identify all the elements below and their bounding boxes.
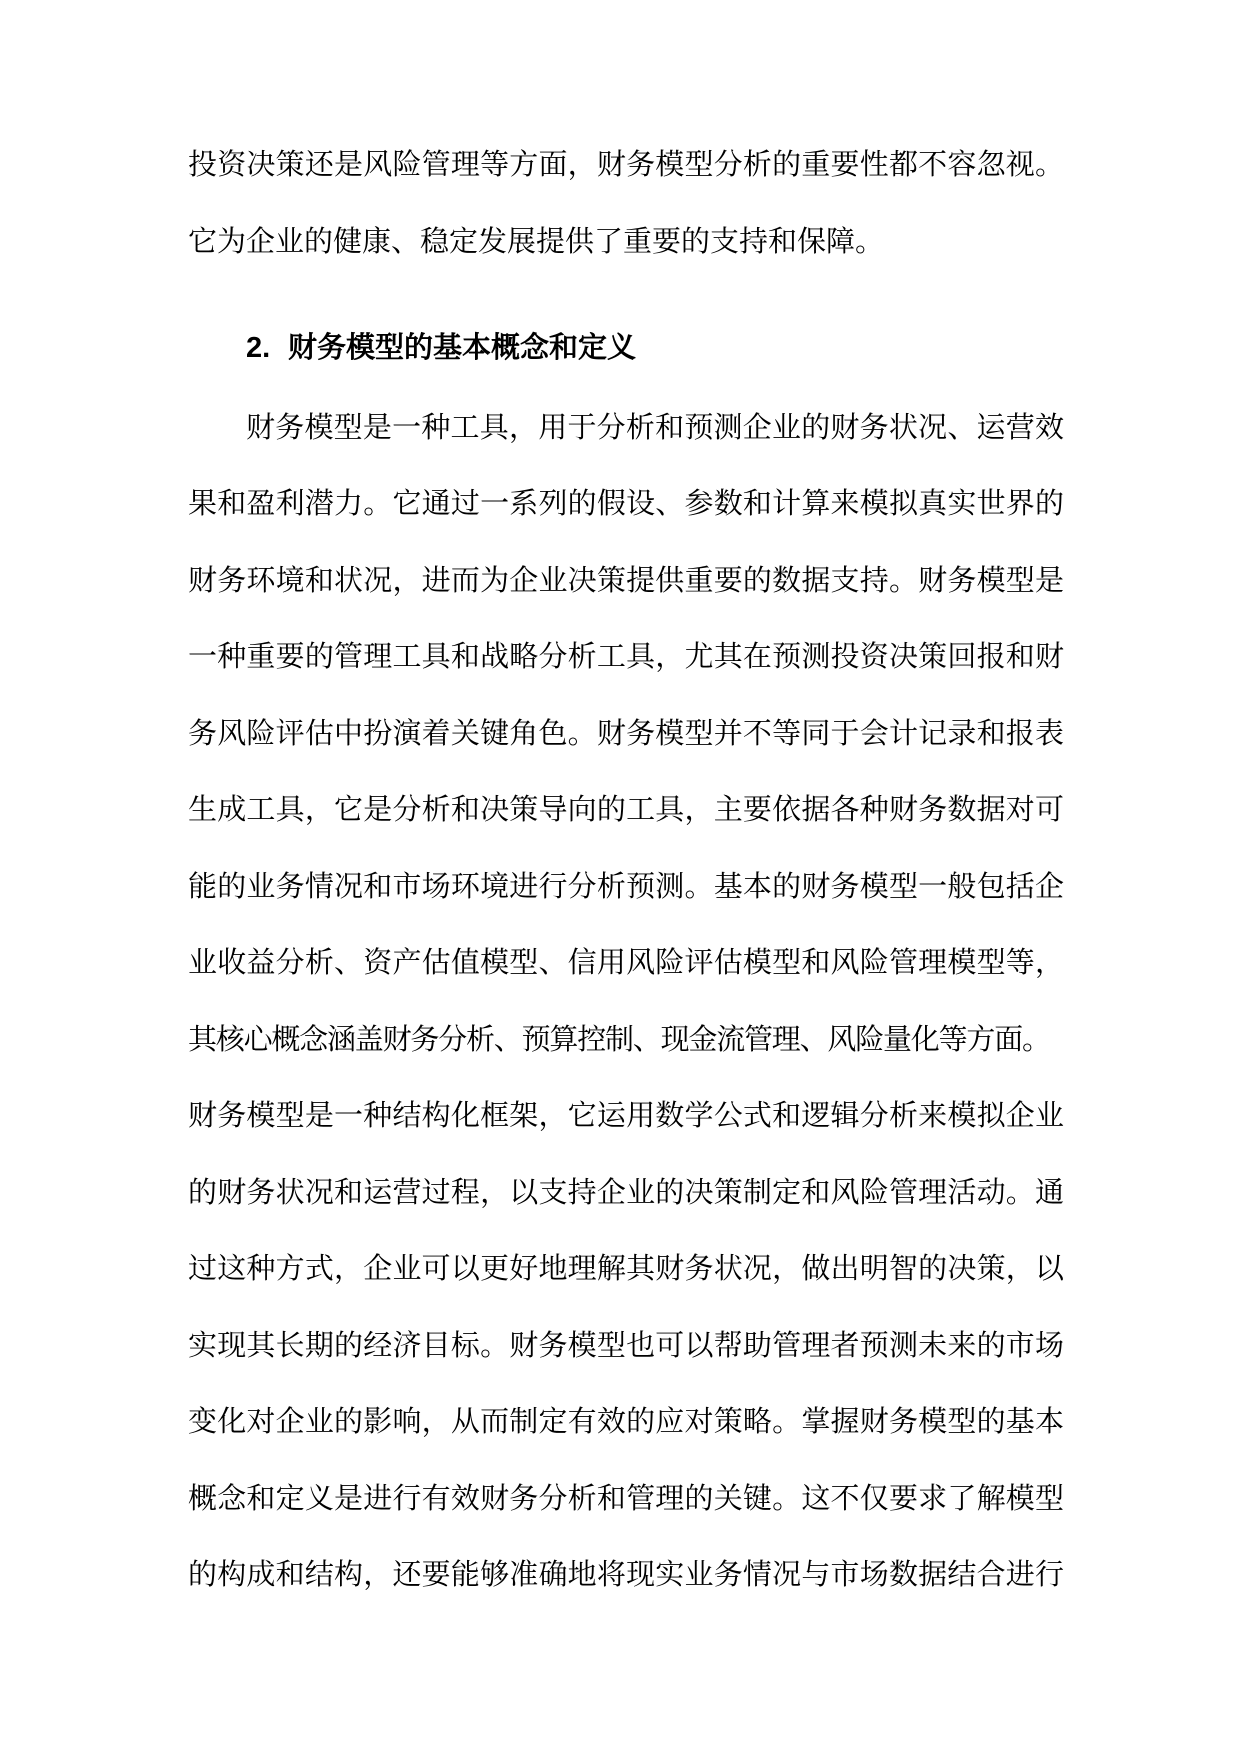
- text-line: 的构成和结构，还要能够准确地将现实业务情况与市场数据结合进行: [188, 1559, 1064, 1591]
- text-line: 的财务状况和运营过程，以支持企业的决策制定和风险管理活动。通: [188, 1176, 1064, 1209]
- text-line: 投资决策还是风险管理等方面，财务模型分析的重要性都不容忽视。: [188, 149, 1064, 181]
- text-line: 变化对企业的影响，从而制定有效的应对策略。掌握财务模型的基本: [188, 1406, 1064, 1438]
- text-line: 生成工具，它是分析和决策导向的工具，主要依据各种财务数据对可: [188, 794, 1064, 826]
- text-line: 财务模型是一种工具，用于分析和预测企业的财务状况、运营效: [246, 411, 1064, 444]
- paragraph-body: [188, 390, 1064, 1614]
- text-line: 其核心概念涵盖财务分析、预算控制、现金流管理、风险量化等方面。: [188, 1023, 1050, 1056]
- section-title: 财务模型的基本概念和定义: [288, 332, 637, 364]
- text-line: 实现其长期的经济目标。财务模型也可以帮助管理者预测未来的市场: [188, 1329, 1064, 1362]
- text-line: 一种重要的管理工具和战略分析工具，尤其在预测投资决策回报和财: [188, 641, 1064, 673]
- text-line: 能的业务情况和市场环境进行分析预测。基本的财务模型一般包括企: [188, 870, 1064, 903]
- text-line: 务风险评估中扮演着关键角色。财务模型并不等同于会计记录和报表: [188, 717, 1064, 750]
- text-line: 果和盈利潜力。它通过一系列的假设、参数和计算来模拟真实世界的: [188, 488, 1064, 520]
- text-line: 财务模型是一种结构化框架，它运用数学公式和逻辑分析来模拟企业: [188, 1100, 1064, 1132]
- text-line: 财务环境和状况，进而为企业决策提供重要的数据支持。财务模型是: [188, 564, 1064, 597]
- text-line: 过这种方式，企业可以更好地理解其财务状况，做出明智的决策，以: [188, 1253, 1064, 1285]
- section-number: 2.: [246, 332, 271, 364]
- text-line: 它为企业的健康、稳定发展提供了重要的支持和保障。: [188, 225, 885, 258]
- paragraph-continuation: [188, 127, 1064, 280]
- text-line: 概念和定义是进行有效财务分析和管理的关键。这不仅要求了解模型: [188, 1482, 1064, 1515]
- text-line: 业收益分析、资产估值模型、信用风险评估模型和风险管理模型等，: [188, 947, 1064, 979]
- section-heading: [246, 310, 1064, 387]
